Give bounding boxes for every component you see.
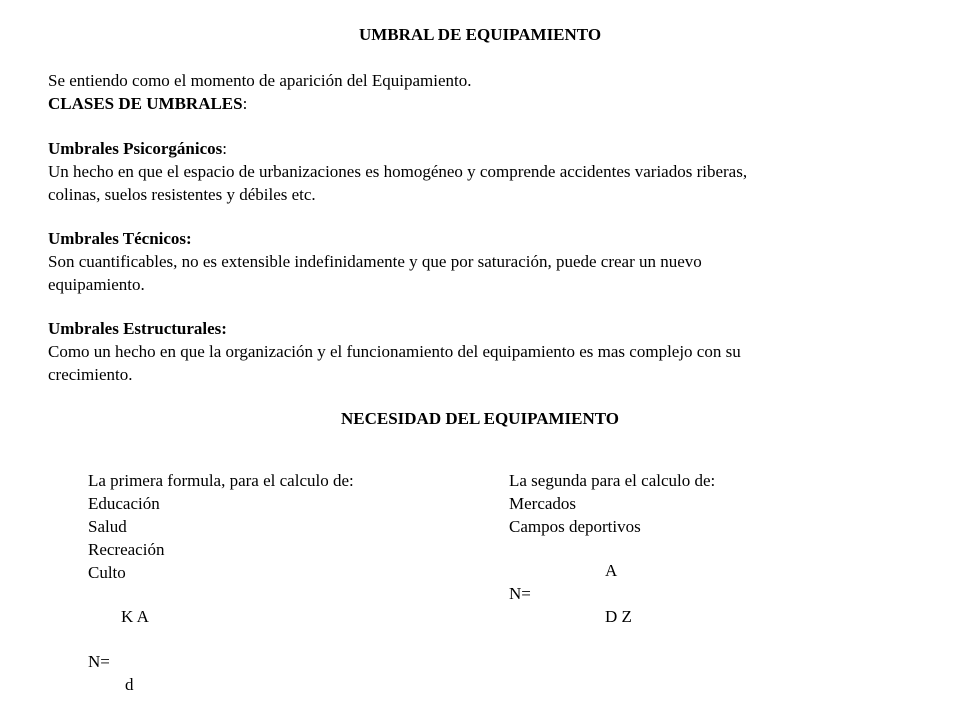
psico-heading-colon: : — [222, 139, 227, 158]
tecnicos-text-line1: Son cuantificables, no es extensible indefinidamente y que por saturación, puede crear un nuevo — [48, 252, 702, 271]
formula1-denominator: d — [125, 675, 134, 694]
formula2-item: Campos deportivos — [509, 517, 641, 536]
psico-text-line2: colinas, suelos resistentes y débiles etc. — [48, 185, 316, 204]
tecnicos-heading: Umbrales Técnicos: — [48, 229, 192, 248]
formula2-numerator: A — [605, 561, 618, 580]
formula1-item: Educación — [88, 494, 160, 513]
intro-text: Se entiendo como el momento de aparición del Equipamiento. — [48, 71, 472, 90]
estructurales-text-line2: crecimiento. — [48, 365, 133, 384]
tecnicos-text-line2: equipamiento. — [48, 275, 145, 294]
formula1-item: Culto — [88, 563, 126, 582]
psico-heading — [48, 138, 227, 160]
classes-heading-colon: : — [242, 94, 248, 113]
estructurales-heading: Umbrales Estructurales: — [48, 319, 227, 338]
formula2-lhs: N= — [509, 584, 531, 603]
formula1-lhs: N= — [88, 652, 110, 671]
psico-heading-label: Umbrales Psicorgánicos — [48, 139, 223, 158]
formula1-item: Salud — [88, 517, 127, 536]
formula2-denominator: D Z — [605, 607, 632, 626]
classes-heading-label: CLASES DE UMBRALES — [48, 94, 243, 113]
psico-text-line1: Un hecho en que el espacio de urbanizaciones es homogéneo y comprende accidentes variados riberas, — [48, 162, 748, 181]
formula1-numerator: K A — [121, 607, 149, 626]
estructurales-text-line1: Como un hecho en que la organización y el funcionamiento del equipamiento es mas complejo con su — [48, 342, 741, 361]
classes-heading — [48, 93, 247, 115]
formula2-intro: La segunda para el calculo de: — [509, 471, 716, 490]
necesidad-title: NECESIDAD DEL EQUIPAMIENTO — [340, 409, 620, 428]
formula1-intro: La primera formula, para el calculo de: — [88, 471, 354, 490]
formula1-item: Recreación — [88, 540, 165, 559]
page-title: UMBRAL DE EQUIPAMIENTO — [358, 25, 602, 44]
formula2-item: Mercados — [509, 494, 577, 513]
